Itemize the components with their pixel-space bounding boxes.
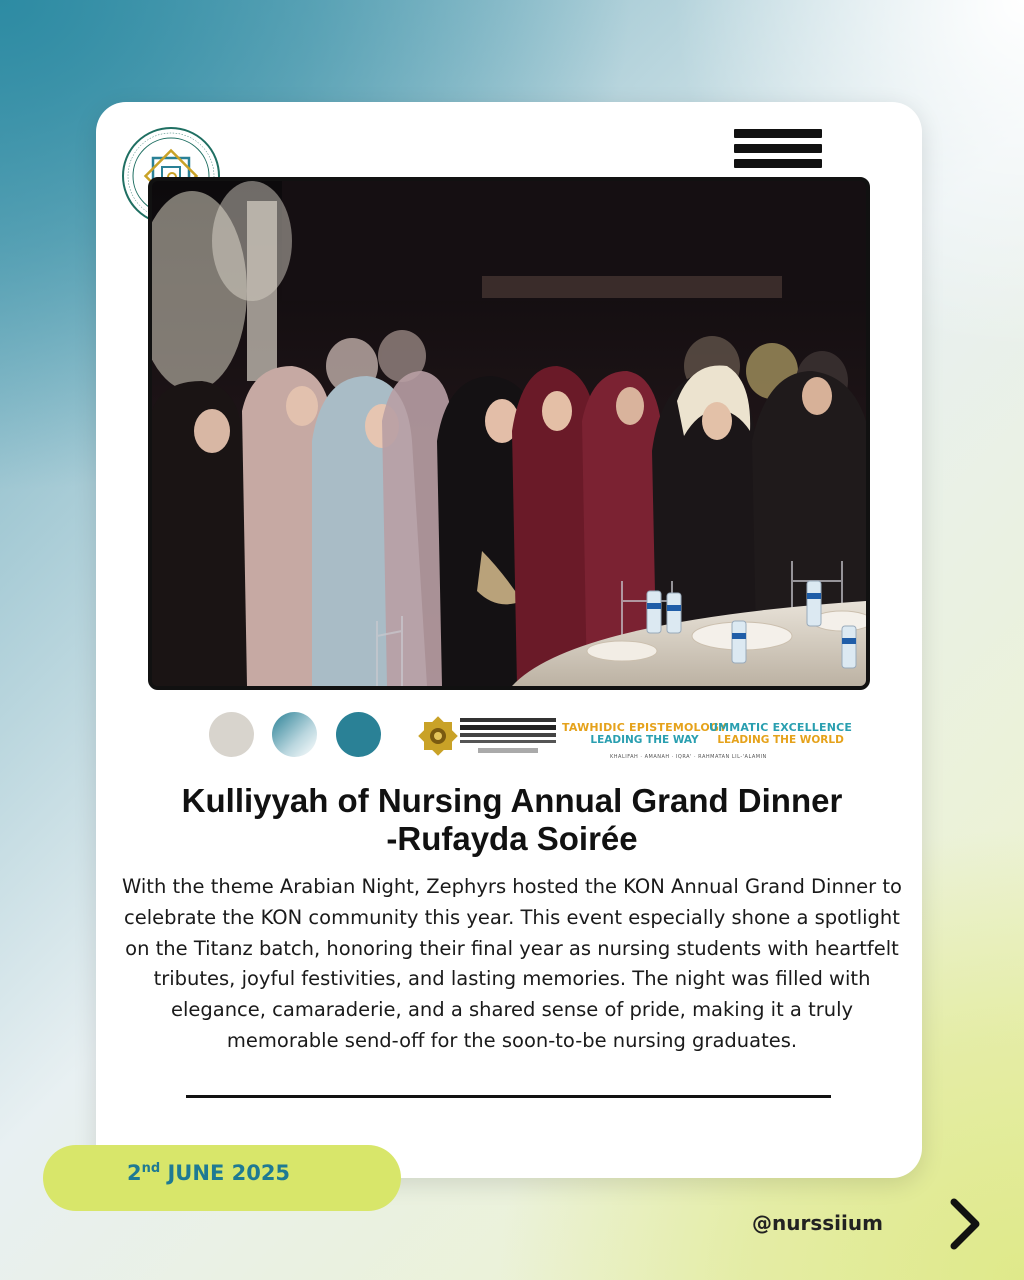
university-logo <box>418 714 558 758</box>
swatch-gradient-teal <box>272 712 317 757</box>
swatch-beige <box>209 712 254 757</box>
event-photo <box>148 177 870 690</box>
slogan-tawhidic-line1: TAWHIDIC EPISTEMOLOGY <box>562 721 728 734</box>
chevron-right-icon[interactable] <box>946 1196 986 1252</box>
post-title-line1: Kulliyyah of Nursing Annual Grand Dinner <box>181 782 843 819</box>
event-date <box>127 1161 290 1185</box>
menu-icon[interactable] <box>734 129 822 169</box>
post-description: With the theme Arabian Night, Zephyrs hosted the KON Annual Grand Dinner to celebrate the KON community this year. This event especially shone a spotlight on the Titanz batch, honoring their final year as nursing students with heartfelt tributes, joyful festivities, and lasting memories. The night was filled with elegance, camaraderie, and a shared sense of pride, making it a truly memorable send-off for the soon-to-be nursing graduates. <box>122 875 902 1052</box>
date-suffix: nd <box>141 1161 161 1176</box>
swatch-teal <box>336 712 381 757</box>
post-title-line2: -Rufayda Soirée <box>386 820 638 857</box>
slogan-ummatic <box>709 721 852 746</box>
values-line: KHALIFAH · AMANAH · IQRA' · RAHMATAN LIL-'ALAMIN <box>610 754 767 760</box>
event-photo-illustration <box>152 181 866 686</box>
social-handle: @nurssiium <box>752 1211 883 1235</box>
post-title <box>110 782 914 858</box>
date-month-year: JUNE 2025 <box>160 1161 291 1185</box>
slogan-tawhidic-line2: LEADING THE WAY <box>590 734 699 746</box>
date-day: 2 <box>127 1161 142 1185</box>
slogan-ummatic-line1: UMMATIC EXCELLENCE <box>709 721 853 734</box>
slogan-tawhidic <box>562 721 727 746</box>
divider <box>186 1095 831 1098</box>
slogan-ummatic-line2: LEADING THE WORLD <box>717 734 844 746</box>
